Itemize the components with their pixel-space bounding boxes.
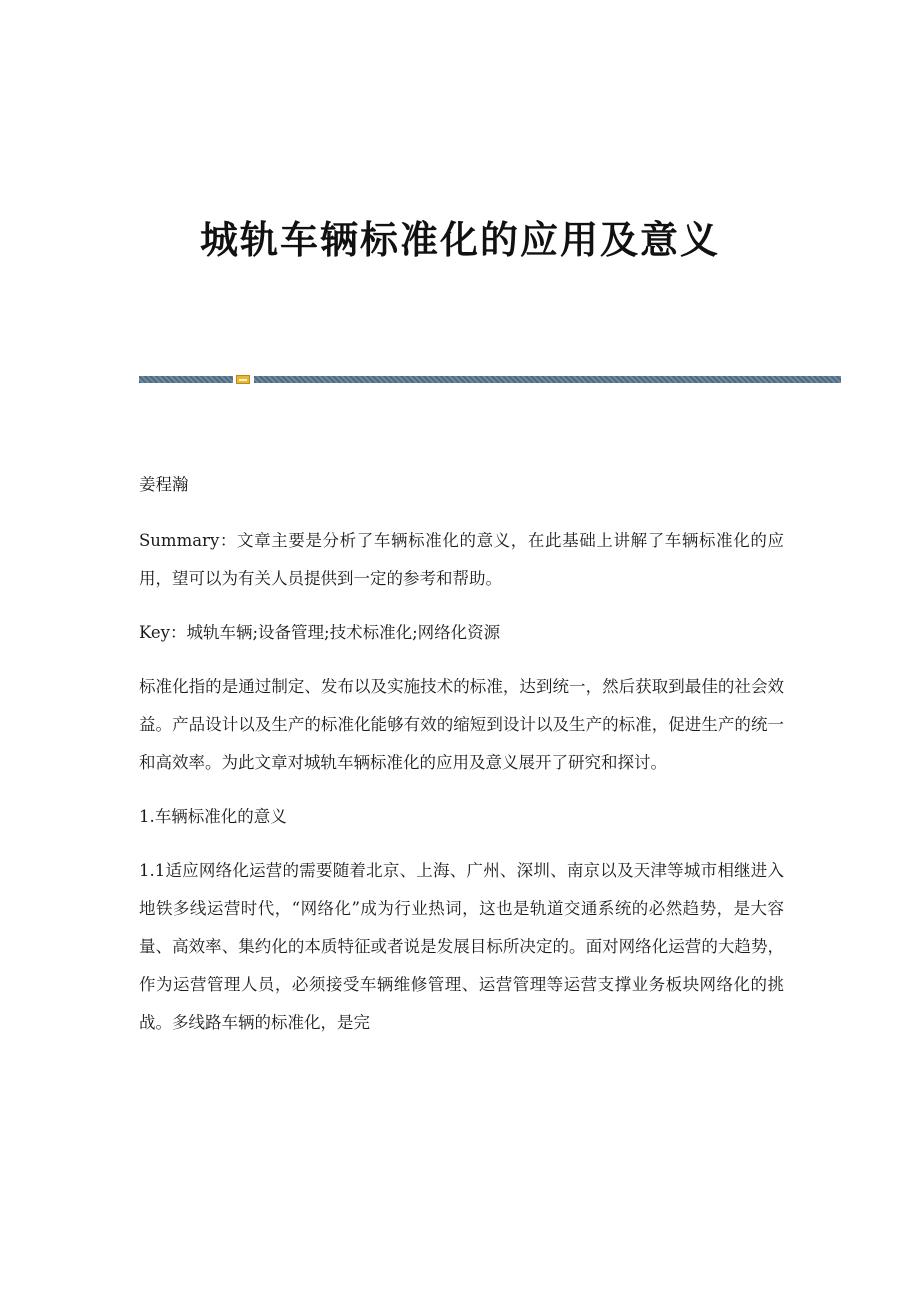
divider-bar-right bbox=[254, 376, 841, 383]
section-paragraph: 1.1适应网络化运营的需要随着北京、上海、广州、深圳、南京以及天津等城市相继进入地铁多线运营时代，“网络化”成为行业热词，这也是轨道交通系统的必然趋势，是大容量、高效率、集约化的本质特征或者说是发展目标所决定的。面对网络化运营的大趋势，作为运营管理人员，必须接受车辆维修管理、运营管理等运营支撑业务板块网络化的挑战。多线路车辆的标准化，是完 bbox=[139, 861, 784, 1032]
divider-bar-left bbox=[139, 376, 233, 383]
intro-paragraph: 标准化指的是通过制定、发布以及实施技术的标准，达到统一，然后获取到最佳的社会效益。产品设计以及生产的标准化能够有效的缩短到设计以及生产的标准，促进生产的统一和高效率。为此文章对城轨车辆标准化的应用及意义展开了研究和探讨。 bbox=[139, 677, 784, 772]
summary-paragraph: Summary：文章主要是分析了车辆标准化的意义，在此基础上讲解了车辆标准化的应用，望可以为有关人员提供到一定的参考和帮助。 bbox=[139, 531, 784, 588]
divider-ornament-icon bbox=[236, 375, 250, 384]
document-body bbox=[139, 466, 784, 1058]
author-name: 姜程瀚 bbox=[139, 475, 189, 494]
title-divider bbox=[139, 375, 841, 384]
keywords-line: Key：城轨车辆;设备管理;技术标准化;网络化资源 bbox=[139, 623, 501, 642]
document-title: 城轨车辆标准化的应用及意义 bbox=[199, 218, 720, 262]
section-heading: 1.车辆标准化的意义 bbox=[139, 807, 287, 826]
